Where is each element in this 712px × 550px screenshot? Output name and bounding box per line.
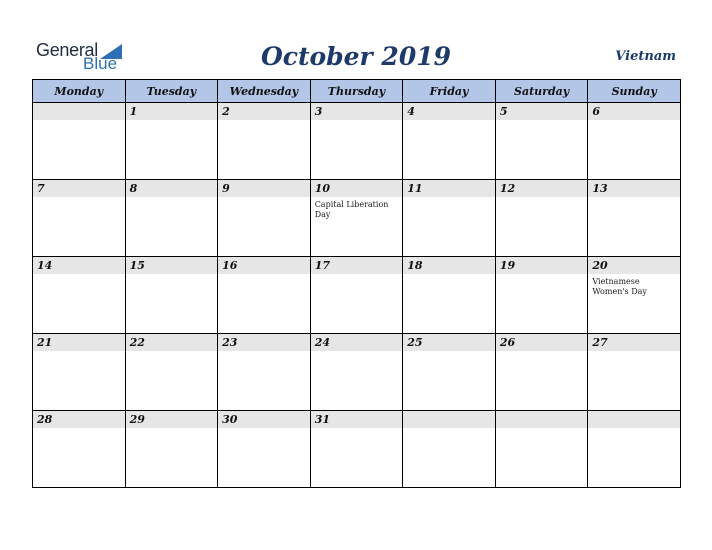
country-label: Vietnam <box>615 49 676 64</box>
day-cell <box>33 334 126 411</box>
logo-word-general: General <box>36 40 98 60</box>
day-number: 20 <box>588 257 680 274</box>
day-number: 30 <box>218 411 310 428</box>
day-number: 3 <box>311 103 403 120</box>
day-number: 19 <box>496 257 588 274</box>
day-cell <box>310 334 403 411</box>
month-calendar <box>32 79 681 488</box>
holiday-label: Capital Liberation Day <box>314 200 389 219</box>
day-number: 23 <box>218 334 310 351</box>
week-row <box>33 334 681 411</box>
day-number: 18 <box>403 257 495 274</box>
day-cell <box>218 257 311 334</box>
day-number: 13 <box>588 180 680 197</box>
day-number: 22 <box>126 334 218 351</box>
day-cell <box>310 180 403 257</box>
day-number: 5 <box>496 103 588 120</box>
day-cell <box>218 334 311 411</box>
day-cell <box>33 257 126 334</box>
weekday-header: Friday <box>403 80 496 103</box>
day-cell <box>310 411 403 488</box>
day-number <box>33 103 125 120</box>
day-number: 15 <box>126 257 218 274</box>
day-number: 29 <box>126 411 218 428</box>
day-cell <box>588 257 681 334</box>
day-cell <box>125 103 218 180</box>
day-cell <box>403 334 496 411</box>
week-row <box>33 103 681 180</box>
day-cell <box>403 180 496 257</box>
weekday-header: Sunday <box>588 80 681 103</box>
day-cell <box>588 180 681 257</box>
day-cell <box>310 103 403 180</box>
day-cell <box>125 411 218 488</box>
day-number: 6 <box>588 103 680 120</box>
week-row <box>33 257 681 334</box>
day-number: 25 <box>403 334 495 351</box>
day-cell <box>33 180 126 257</box>
day-cell <box>495 411 588 488</box>
day-cell <box>310 257 403 334</box>
holiday-label: Vietnamese Women's Day <box>592 277 647 296</box>
day-number: 8 <box>126 180 218 197</box>
day-cell <box>588 103 681 180</box>
day-number: 4 <box>403 103 495 120</box>
day-number: 16 <box>218 257 310 274</box>
day-number: 21 <box>33 334 125 351</box>
weekday-header: Saturday <box>495 80 588 103</box>
day-number: 12 <box>496 180 588 197</box>
day-number: 9 <box>218 180 310 197</box>
day-cell <box>218 180 311 257</box>
day-number: 11 <box>403 180 495 197</box>
day-cell <box>495 334 588 411</box>
day-cell <box>218 103 311 180</box>
day-cell <box>33 411 126 488</box>
day-cell <box>125 257 218 334</box>
weekday-header: Monday <box>33 80 126 103</box>
logo-word-blue: Blue <box>83 54 118 73</box>
day-number: 28 <box>33 411 125 428</box>
day-cell <box>495 180 588 257</box>
weekday-header-row <box>33 80 681 103</box>
week-row <box>33 180 681 257</box>
day-cell <box>495 103 588 180</box>
day-cell <box>218 411 311 488</box>
day-cell <box>125 180 218 257</box>
day-number <box>588 411 680 428</box>
day-number: 31 <box>311 411 403 428</box>
day-cell <box>588 411 681 488</box>
day-number: 1 <box>126 103 218 120</box>
day-cell <box>495 257 588 334</box>
day-number: 17 <box>311 257 403 274</box>
day-cell <box>403 103 496 180</box>
day-number <box>403 411 495 428</box>
day-number: 14 <box>33 257 125 274</box>
weekday-header: Tuesday <box>125 80 218 103</box>
day-number: 2 <box>218 103 310 120</box>
day-cell <box>33 103 126 180</box>
weekday-header: Wednesday <box>218 80 311 103</box>
day-number <box>496 411 588 428</box>
day-number: 27 <box>588 334 680 351</box>
day-number: 24 <box>311 334 403 351</box>
day-cell <box>403 411 496 488</box>
weekday-header: Thursday <box>310 80 403 103</box>
day-cell <box>403 257 496 334</box>
day-cell <box>588 334 681 411</box>
day-cell <box>125 334 218 411</box>
week-row <box>33 411 681 488</box>
calendar-title: October 2019 <box>260 42 452 71</box>
day-number: 7 <box>33 180 125 197</box>
day-number: 10 <box>311 180 403 197</box>
day-number: 26 <box>496 334 588 351</box>
